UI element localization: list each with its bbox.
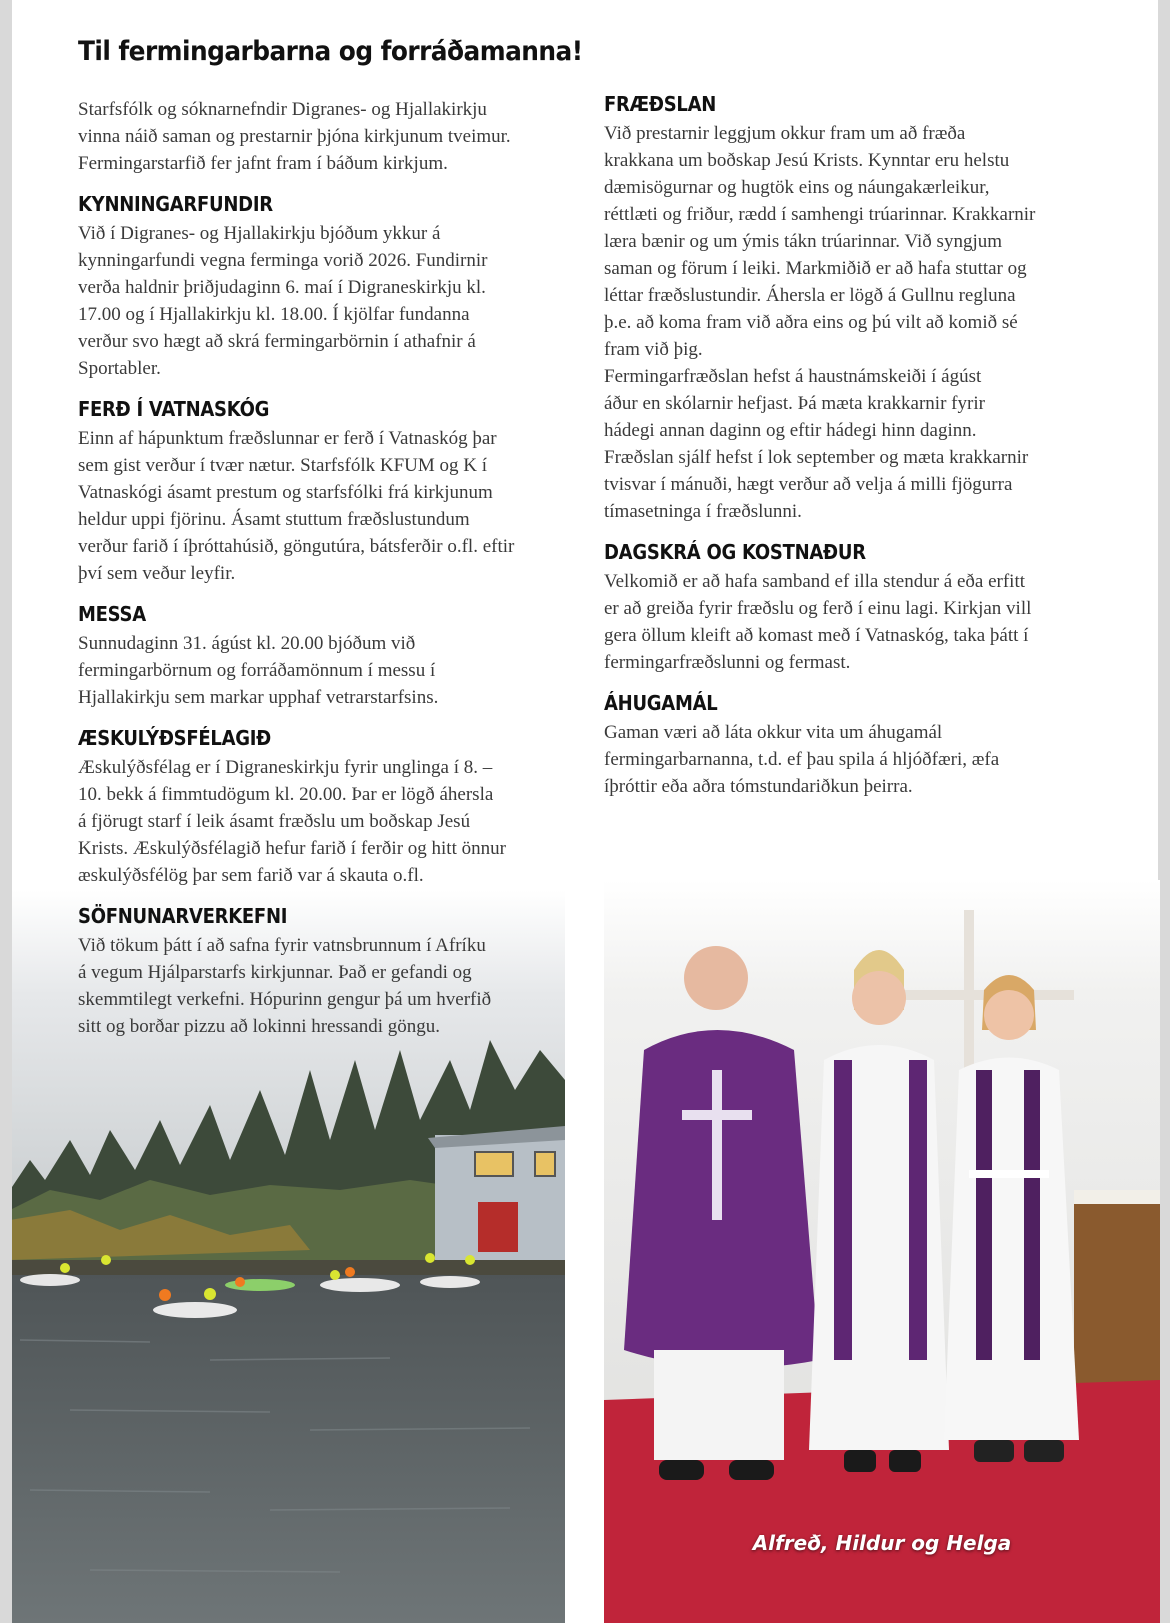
section-text: Við tökum þátt í að safna fyrir vatnsbrunnum í Afríku á vegum Hjálparstarfs kirkjunnar. Það er gefandi og skemmtilegt verkefni. Hópurinn gengur þá um hverfið sitt og borðar pizzu að lokinni hressandi göngu. — [78, 935, 492, 1037]
section-fraedslan — [604, 92, 1099, 525]
intro-text: Starfsfólk og sóknarnefndir Digranes- og Hjallakirkju vinna náið saman og prestarnir þjóna kirkjunum tveimur. Fermingarstarfið fer jafnt fram í báðum kirkjum. — [78, 99, 511, 174]
section-text: Gaman væri að láta okkur vita um áhugamál fermingarbarnanna, t.d. ef þau spila á hljóðfæri, æfa íþróttir eða aðra tómstundariðkun þeirra. — [604, 722, 1000, 797]
section-messa — [78, 602, 568, 711]
section-ahugamal — [604, 691, 1099, 800]
section-heading: FERÐ Í VATNASKÓG — [78, 397, 270, 421]
section-heading: DAGSKRÁ OG KOSTNAÐUR — [604, 540, 866, 564]
three-clergy-portrait-photo — [604, 880, 1160, 1623]
photo-caption: Alfreð, Hildur og Helga — [752, 1531, 1012, 1555]
section-heading: KYNNINGARFUNDIR — [78, 192, 273, 216]
section-text: Við prestarnir leggjum okkur fram um að fræða krakkana um boðskap Jesú Krists. Kynntar eru helstu dæmisögurnar og hugtök eins og náungakærleikur, réttlæti og friður, rædd í samhengi trúarinnar. Krakkarnir læra bænir og um ýmis tákn trúarinnar. Við syngjum saman og förum í leiki. Markmiðið er að hafa stuttar og léttar fræðslustundir. Áhersla er lögð á Gullnu regluna þ.e. að koma fram við aðra eins og þú vilt að komið sé fram við þig. Fermingarfræðslan hefst á haustnámskeiði í ágúst áður en skólarnir hefjast. Þá mæta krakkarnir fyrir hádegi annan daginn og eftir hádegi hinn daginn. Fræðslan sjálf hefst í lok september og mæta krakkarnir tvisvar í mánuði, hægt verður að velja á milli fjögurra tímasetninga í fræðslunni. — [604, 123, 1036, 522]
section-text: Sunnudaginn 31. ágúst kl. 20.00 bjóðum við fermingarbörnum og forráðamönnum í messu í Hjallakirkju sem markar upphaf vetrarstarfsins. — [78, 633, 439, 708]
page-title: Til fermingarbarna og forráðamanna! — [78, 36, 583, 67]
right-column — [604, 92, 1099, 815]
section-heading: ÆSKULÝÐSFÉLAGIÐ — [78, 726, 271, 750]
left-column — [78, 96, 568, 1055]
section-heading: MESSA — [78, 602, 146, 626]
section-text: Einn af hápunktum fræðslunnar er ferð í Vatnaskóg þar sem gist verður í tvær nætur. Starfsfólk KFUM og K í Vatnaskógi ásamt prestum og starfsfólki frá kirkjunum heldur uppi fjörinu. Ásamt stuttum fræðslustundum verður farið í íþróttahúsið, göngutúra, bátsferðir o.fl. eftir því sem veður leyfir. — [78, 428, 515, 584]
section-heading: FRÆÐSLAN — [604, 92, 717, 116]
section-heading: SÖFNUNARVERKEFNI — [78, 904, 288, 928]
section-heading: ÁHUGAMÁL — [604, 691, 718, 715]
section-ferd-i-vatnaskog — [78, 397, 568, 587]
section-text: Æskulýðsfélag er í Digraneskirkju fyrir unglinga í 8. – 10. bekk á fimmtudögum kl. 20.00. Þar er lögð áhersla á fjörugt starf í leik ásamt fræðslu um boðskap Jesú Krists. Æskulýðsfélagið hefur farið í ferðir og hitt önnur æskulýðsfélög þar sem farið var á skauta o.fl. — [78, 757, 506, 886]
section-aeskulydsfelagid — [78, 726, 568, 889]
section-sofnunarverkefni — [78, 904, 568, 1040]
section-dagskra-og-kostnadur — [604, 540, 1099, 676]
intro-section — [78, 96, 568, 177]
section-text: Velkomið er að hafa samband ef illa stendur á eða erfitt er að greiða fyrir fræðslu og ferð í einu lagi. Kirkjan vill gera öllum kleift að komast með í Vatnaskóg, taka þátt í fermingarfræðslunni og fermast. — [604, 571, 1032, 673]
section-kynningarfundir — [78, 192, 568, 382]
page-edge-left — [0, 0, 12, 1623]
section-text: Við í Digranes- og Hjallakirkju bjóðum ykkur á kynningarfundi vegna ferminga vorið 2026. Fundirnir verða haldnir þriðjudaginn 6. maí í Digraneskirkju kl. 17.00 og í Hjallakirkju kl. 18.00. Í kjölfar fundanna verður svo hægt að skrá fermingarbörnin í athafnir á Sportabler. — [78, 223, 488, 379]
